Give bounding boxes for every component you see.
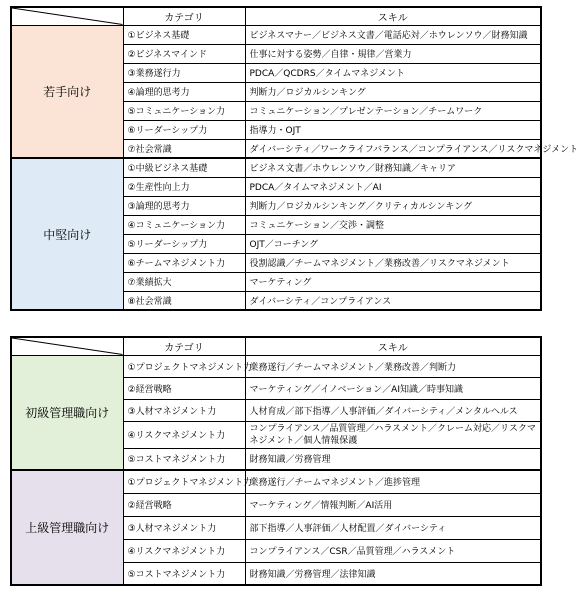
category-cell: ⑤コストマネジメント力 [123,448,245,470]
skill-cell: PDCA／タイムマネジメント／AI [245,177,541,196]
corner-cell [11,337,123,355]
skill-cell: 判断力／ロジカルシンキング [245,82,541,101]
skill-cell: 役割認識／チームマネジメント／業務改善／リスクマネジメント [245,253,541,272]
category-cell: ⑤コストマネジメント力 [123,562,245,585]
skill-cell: 指導力・OJT [245,120,541,139]
header-category: カテゴリ [123,337,245,355]
category-cell: ⑤リーダーシップ力 [123,234,245,253]
group-label-senior-manager: 上級管理職向け [11,470,123,585]
corner-cell [11,7,123,25]
skill-cell: コンプライアンス／品質管理／ハラスメント／クレーム対応／リスクマネジメント／個人情報保護 [245,421,541,448]
skill-cell: ビジネスマナー／ビジネス文書／電話応対／ホウレンソウ／財務知識 [245,25,541,44]
group-label-mid: 中堅向け [11,158,123,310]
diagonal-line [12,8,123,25]
skill-cell: 部下指導／人事評価／人材配置／ダイバーシティ [245,516,541,539]
table-row [11,470,541,493]
skill-cell: 財務知識／労務管理 [245,448,541,470]
skill-cell: PDCA／QCDRS／タイムマネジメント [245,63,541,82]
skill-cell: マーケティング／情報判断／AI活用 [245,493,541,516]
table-row [11,158,541,177]
table-row [11,355,541,377]
category-cell: ②経営戦略 [123,493,245,516]
category-cell: ④リスクマネジメント力 [123,539,245,562]
skill-cell: 業務遂行／チームマネジメント／進捗管理 [245,470,541,493]
skill-cell: 判断力／ロジカルシンキング／クリティカルシンキング [245,196,541,215]
header-skill: スキル [245,7,541,25]
category-cell: ⑥リーダーシップ力 [123,120,245,139]
category-cell: ②生産性向上力 [123,177,245,196]
skills-table-management [10,336,542,586]
category-cell: ⑥チームマネジメント力 [123,253,245,272]
skill-cell: 財務知識／労務管理／法律知識 [245,562,541,585]
diagonal-line [12,338,123,355]
skill-cell: ダイバーシティ／ワークライフバランス／コンプライアンス／リスクマネジメント [245,139,541,158]
category-cell: ④リスクマネジメント力 [123,421,245,448]
skill-cell: ダイバーシティ／コンプライアンス [245,291,541,310]
skill-cell: 人材育成／部下指導／人事評価／ダイバーシティ／メンタルヘルス [245,399,541,421]
table-row [11,25,541,44]
skill-cell: コミュニケーション／プレゼンテーション／チームワーク [245,101,541,120]
category-cell: ③業務遂行力 [123,63,245,82]
table-header-row [11,337,541,355]
category-cell: ①プロジェクトマネジメント力 [123,355,245,377]
skill-cell: コンプライアンス／CSR／品質管理／ハラスメント [245,539,541,562]
category-cell: ④論理的思考力 [123,82,245,101]
header-category: カテゴリ [123,7,245,25]
skill-cell: OJT／コーチング [245,234,541,253]
category-cell: ③論理的思考力 [123,196,245,215]
header-skill: スキル [245,337,541,355]
category-cell: ②経営戦略 [123,377,245,399]
skill-cell: 業務遂行／チームマネジメント／業務改善／判断力 [245,355,541,377]
table-header-row [11,7,541,25]
category-cell: ①プロジェクトマネジメント力 [123,470,245,493]
group-label-junior-manager: 初級管理職向け [11,355,123,470]
category-cell: ③人材マネジメント力 [123,399,245,421]
category-cell: ①中級ビジネス基礎 [123,158,245,177]
skills-table-early-career [10,6,578,311]
skill-cell: マーケティング [245,272,541,291]
category-cell: ⑦業績拡大 [123,272,245,291]
skill-cell: ビジネス文書／ホウレンソウ／財務知識／キャリア [245,158,541,177]
category-cell: ⑤コミュニケーション力 [123,101,245,120]
category-cell: ③人材マネジメント力 [123,516,245,539]
category-cell: ②ビジネスマインド [123,44,245,63]
skill-cell: 仕事に対する姿勢／自律・規律／営業力 [245,44,541,63]
category-cell: ④コミュニケーション力 [123,215,245,234]
category-cell: ⑧社会常識 [123,291,245,310]
category-cell: ①ビジネス基礎 [123,25,245,44]
skill-cell: マーケティング／イノベーション／AI知識／時事知識 [245,377,541,399]
category-cell: ⑦社会常識 [123,139,245,158]
skill-cell: コミュニケーション／交渉・調整 [245,215,541,234]
group-label-young: 若手向け [11,25,123,158]
